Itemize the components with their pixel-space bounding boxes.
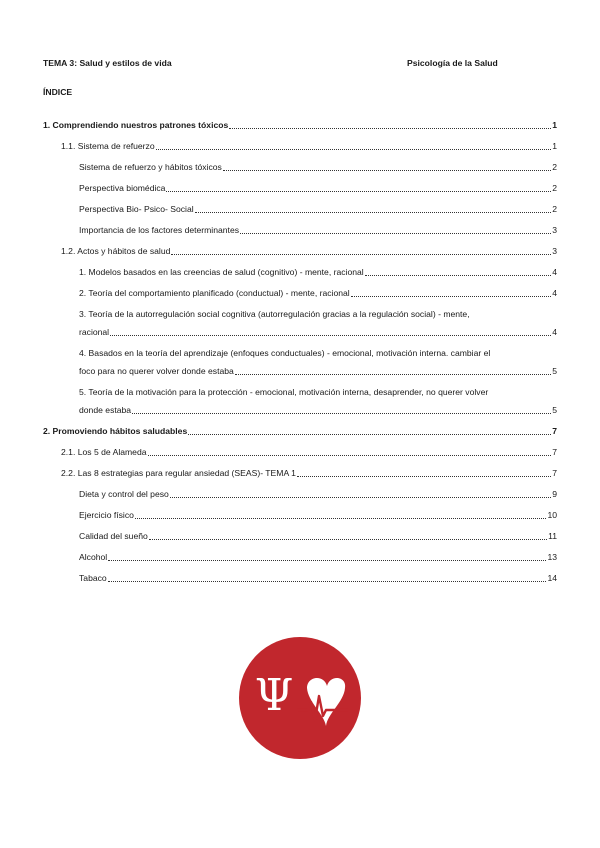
toc-entry[interactable]: 2.1. Los 5 de Alameda 7 (61, 447, 557, 457)
psi-symbol: Ψ (254, 670, 294, 721)
toc-entry[interactable]: Tabaco 14 (79, 573, 557, 583)
toc-entry[interactable]: 1. Modelos basados en las creencias de salud (cognitivo) - mente, racional 4 (79, 267, 557, 277)
toc-entry[interactable]: Perspectiva Bio- Psico- Social 2 (79, 204, 557, 214)
index-title: ÍNDICE (43, 87, 73, 97)
toc-entry[interactable]: 3. Teoría de la autorregulación social cognitiva (autorregulación gracias a la regulación social) - mente, racional 4 (79, 309, 557, 337)
toc-entry[interactable]: Dieta y control del peso 9 (79, 489, 557, 499)
toc-entry[interactable]: Perspectiva biomédica 2 (79, 183, 557, 193)
table-of-contents (43, 118, 557, 585)
toc-entry[interactable]: 2. Teoría del comportamiento planificado (conductual) - mente, racional 4 (79, 288, 557, 298)
toc-entry[interactable]: Importancia de los factores determinantes 3 (79, 225, 557, 235)
toc-entry[interactable]: 4. Basados en la teoría del aprendizaje (enfoques conductuales) - emocional, motivación interna. cambiar el foco para no querer volver donde estaba 5 (79, 348, 557, 376)
header-topic: TEMA 3: Salud y estilos de vida (43, 58, 172, 68)
toc-entry[interactable]: 1.2. Actos y hábitos de salud 3 (61, 246, 557, 256)
toc-entry[interactable]: 1.1. Sistema de refuerzo 1 (61, 141, 557, 151)
toc-entry[interactable]: Sistema de refuerzo y hábitos tóxicos 2 (79, 162, 557, 172)
toc-entry[interactable]: 2. Promoviendo hábitos saludables 7 (43, 426, 557, 436)
header-subject: Psicología de la Salud (407, 58, 498, 68)
toc-entry[interactable]: 1. Comprendiendo nuestros patrones tóxicos 1 (43, 120, 557, 130)
page-header (43, 58, 514, 72)
toc-entry[interactable]: Calidad del sueño 11 (79, 531, 557, 541)
toc-entry[interactable]: Alcohol 13 (79, 552, 557, 562)
psi-heart-logo-icon (238, 636, 362, 760)
toc-entry[interactable]: Ejercicio físico 10 (79, 510, 557, 520)
toc-entry[interactable]: 5. Teoría de la motivación para la protección - emocional, motivación interna, desaprender, no querer volver donde estaba 5 (79, 387, 557, 415)
toc-entry[interactable]: 2.2. Las 8 estrategias para regular ansiedad (SEAS)- TEMA 1 7 (61, 468, 557, 478)
